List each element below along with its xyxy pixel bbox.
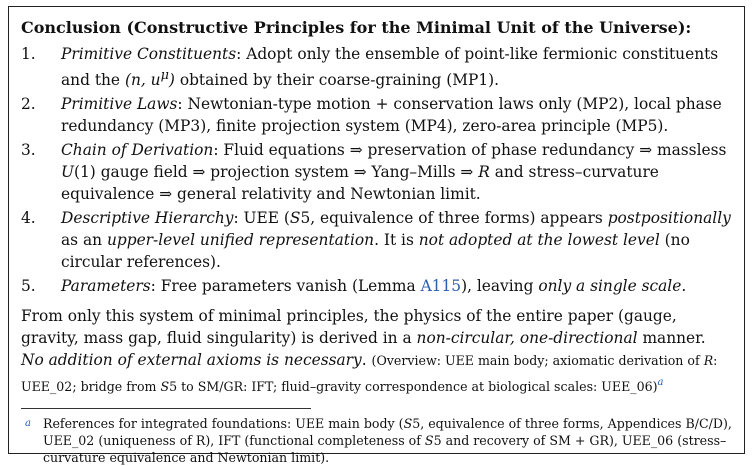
item-text: Parameters: Free parameters vanish (Lemma A115), leaving only a single scale. bbox=[61, 277, 687, 296]
item-title: Primitive Laws bbox=[61, 95, 178, 114]
summary-paragraph: From only this system of minimal principles, the physics of the entire paper (gauge, gravity, mass gap, fluid singularity) is derived in a non-circular, one-directional manner. No addition of external axioms is necessary. (Overview: UEE main body; axiomatic derivation of R: UEE_02; bridge from S5 to SM/GR: IFT; fluid–gravity correspondence at biological scales: UEE_06)$^a$ bbox=[21, 307, 718, 395]
item-number: 1. bbox=[21, 45, 36, 63]
item-title: Parameters bbox=[61, 277, 151, 296]
item-text: Primitive Laws: Newtonian-type motion + conservation laws only (MP2), local phase redundancy (MP3), finite projection system (MP4), zero-area principle (MP5). bbox=[61, 95, 722, 136]
conclusion-box bbox=[8, 6, 745, 466]
item-title: Descriptive Hierarchy bbox=[61, 209, 234, 228]
item-number: 2. bbox=[21, 95, 36, 114]
item-text: Chain of Derivation: Fluid equations ⇒ preservation of phase redundancy ⇒ massless U(1) gauge field ⇒ projection system ⇒ Yang–Mills ⇒ R and stress–curvature equivalence ⇒ general relativity and Newtonian limit. bbox=[61, 141, 727, 204]
item-number: 5. bbox=[21, 277, 36, 296]
item-number: 4. bbox=[21, 209, 36, 228]
footnote-ref[interactable]: a bbox=[657, 377, 664, 389]
item-title: Chain of Derivation bbox=[61, 141, 214, 160]
overview-note: (Overview: UEE main body; axiomatic derivation of R: UEE_02; bridge from S5 to SM/GR: IFT; fluid–gravity correspondence at biological scales: UEE_06) bbox=[21, 353, 718, 395]
principles-list bbox=[21, 43, 732, 297]
list-item bbox=[21, 275, 732, 297]
footnote-mark: a bbox=[25, 418, 31, 430]
item-text: Descriptive Hierarchy: UEE (S5, equivalence of three forms) appears postpositionally as an upper-level unified representation. It is not adopted at the lowest level (no circular references). bbox=[61, 209, 731, 272]
footnote-divider bbox=[21, 408, 311, 409]
item-number: 3. bbox=[21, 141, 36, 160]
item-title: Primitive Constituents bbox=[61, 45, 237, 63]
lemma-link[interactable]: A115 bbox=[420, 277, 462, 296]
list-item bbox=[21, 43, 732, 91]
footnote-text: References for integrated foundations: UEE main body (S5, equivalence of three forms, Appendices B/C/D), UEE_02 (uniqueness of R), IFT (functional completeness of S5 and recovery of SM + GR), UEE_06 (stress–curvature equivalence and Newtonian limit). bbox=[43, 416, 732, 466]
footnote bbox=[21, 415, 732, 466]
list-item bbox=[21, 139, 732, 205]
conclusion-heading: Conclusion (Constructive Principles for the Minimal Unit of the Universe): bbox=[21, 18, 692, 37]
item-text: Primitive Constituents: Adopt only the ensemble of point-like fermionic constituents and the (n, $u^\mu$) obtained by their coarse-graining (MP1). bbox=[61, 45, 719, 90]
list-item bbox=[21, 93, 732, 137]
list-item bbox=[21, 207, 732, 273]
